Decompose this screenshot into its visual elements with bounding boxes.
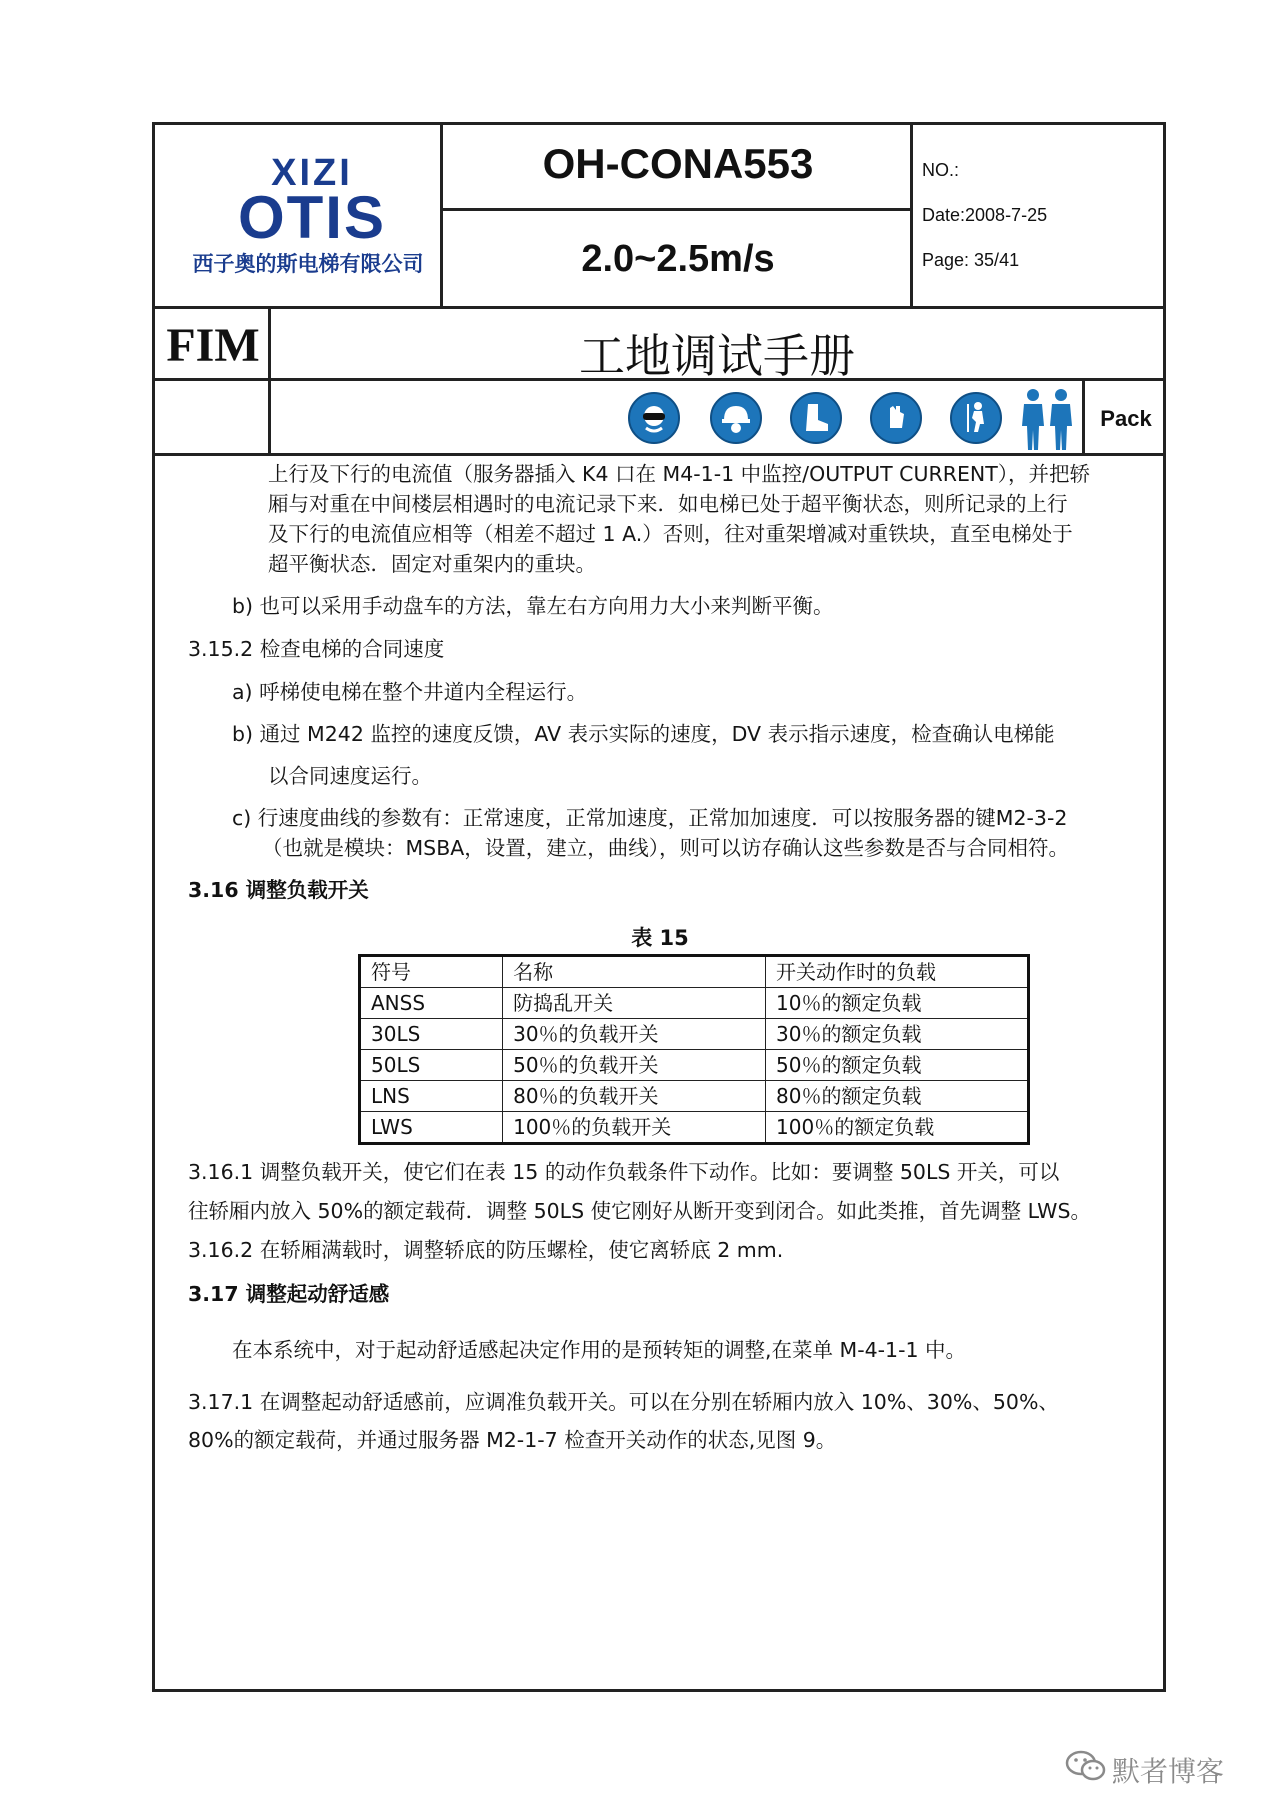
paragraph-line: 厢与对重在中间楼层相遇时的电流记录下来．如电梯已处于超平衡状态，则所记录的上行 xyxy=(268,492,1068,516)
table-cell: 50％的额定负载 xyxy=(766,1050,1029,1081)
table-header: 符号 xyxy=(360,956,503,988)
table-header: 开关动作时的负载 xyxy=(766,956,1029,988)
doc-page: Page: 35/41 xyxy=(922,250,1020,270)
table-caption: 表 15 xyxy=(631,926,689,950)
table-cell: 30LS xyxy=(360,1019,503,1050)
table-cell: 100％的负载开关 xyxy=(503,1112,766,1144)
table-cell: 50％的负载开关 xyxy=(503,1050,766,1081)
list-item-c-cont: （也就是模块：MSBA，设置，建立，曲线），则可以访存确认这些参数是否与合同相符。 xyxy=(262,836,1070,860)
doc-date: Date:2008-7-25 xyxy=(922,205,1048,225)
section-3-17: 3.17 调整起动舒适感 xyxy=(188,1282,390,1306)
pack-label: Pack xyxy=(1100,406,1152,431)
logo-xizi: XIZI xyxy=(271,152,353,194)
harness-icon xyxy=(950,392,1002,444)
table-cell: LWS xyxy=(360,1112,503,1144)
company-name: 西子奥的斯电梯有限公司 xyxy=(192,252,424,276)
table-cell: 10％的额定负载 xyxy=(766,988,1029,1019)
paragraph-line: 超平衡状态．固定对重架内的重块。 xyxy=(268,552,596,576)
list-item-a: a) 呼梯使电梯在整个井道内全程运行。 xyxy=(232,680,588,704)
list-item-b-cont: 以合同速度运行。 xyxy=(268,764,432,788)
section-3-17-1-cont: 80%的额定载荷，并通过服务器 M2-1-7 检查开关动作的状态,见图 9。 xyxy=(188,1428,837,1452)
table-cell: 30％的额定负载 xyxy=(766,1019,1029,1050)
header-divider xyxy=(440,122,443,308)
header-divider xyxy=(152,306,1166,309)
gloves-icon xyxy=(870,392,922,444)
paragraph-line: 及下行的电流值应相等（相差不超过 1 A.）否则，往对重架增减对重铁块，直至电梯处于 xyxy=(268,522,1073,546)
fim-label: FIM xyxy=(166,319,260,372)
table-cell: 防捣乱开关 xyxy=(503,988,766,1019)
header-divider xyxy=(1082,378,1085,456)
section-3-16-2: 3.16.2 在轿厢满载时，调整轿底的防压螺栓，使它离轿底 2 mm. xyxy=(188,1238,784,1262)
logo-otis: OTIS xyxy=(237,184,386,251)
section-3-16-1-cont: 往轿厢内放入 50%的额定载荷．调整 50LS 使它刚好从断开变到闭合。如此类推，首先调整 LWS。 xyxy=(188,1199,1091,1223)
paragraph-3-17: 在本系统中，对于起动舒适感起决定作用的是预转矩的调整,在菜单 M-4-1-1 中。 xyxy=(232,1338,967,1362)
manual-title: 工地调试手册 xyxy=(579,329,855,383)
list-item-b: b) 也可以采用手动盘车的方法，靠左右方向用力大小来判断平衡。 xyxy=(232,594,834,618)
section-3-16: 3.16 调整负载开关 xyxy=(188,878,369,902)
table-cell: 30％的负载开关 xyxy=(503,1019,766,1050)
table-row xyxy=(360,1050,1029,1081)
table-cell: ANSS xyxy=(360,988,503,1019)
table-cell: LNS xyxy=(360,1081,503,1112)
list-item-b: b) 通过 M242 监控的速度反馈，AV 表示实际的速度，DV 表示指示速度，检查确认电梯能 xyxy=(232,722,1055,746)
goggles-icon xyxy=(628,392,680,444)
section-3-15-2: 3.15.2 检查电梯的合同速度 xyxy=(188,637,445,661)
table-cell: 80％的额定负载 xyxy=(766,1081,1029,1112)
table-row xyxy=(360,1112,1029,1144)
table-cell: 50LS xyxy=(360,1050,503,1081)
table-header: 名称 xyxy=(503,956,766,988)
table-cell: 80％的负载开关 xyxy=(503,1081,766,1112)
wechat-icon xyxy=(1064,1748,1108,1784)
paragraph-line: 上行及下行的电流值（服务器插入 K4 口在 M4-1-1 中监控/OUTPUT CURRENT），并把轿 xyxy=(268,462,1091,486)
doc-number: NO.: xyxy=(922,160,960,180)
table-header-row xyxy=(360,956,1029,988)
header-divider xyxy=(910,122,913,308)
helmet-icon xyxy=(710,392,762,444)
doc-code: OH-CONA553 xyxy=(542,140,814,187)
header-divider xyxy=(440,208,912,211)
two-person-icon xyxy=(1016,386,1078,452)
table-cell: 100％的额定负载 xyxy=(766,1112,1029,1144)
safety-boot-icon xyxy=(790,392,842,444)
load-switch-table xyxy=(358,954,1030,1145)
section-3-17-1: 3.17.1 在调整起动舒适感前，应调准负载开关。可以在分别在轿厢内放入 10%、30%、50%、 xyxy=(188,1390,1059,1414)
speed-rating: 2.0~2.5m/s xyxy=(581,238,775,280)
watermark-text: 默者博客 xyxy=(1112,1755,1225,1788)
list-item-c: c) 行速度曲线的参数有：正常速度，正常加速度，正常加加速度．可以按服务器的键M2-3-2 xyxy=(232,806,1068,830)
table-row xyxy=(360,1019,1029,1050)
table-row xyxy=(360,1081,1029,1112)
table-row xyxy=(360,988,1029,1019)
section-3-16-1: 3.16.1 调整负载开关，使它们在表 15 的动作负载条件下动作。比如：要调整 50LS 开关，可以 xyxy=(188,1160,1060,1184)
